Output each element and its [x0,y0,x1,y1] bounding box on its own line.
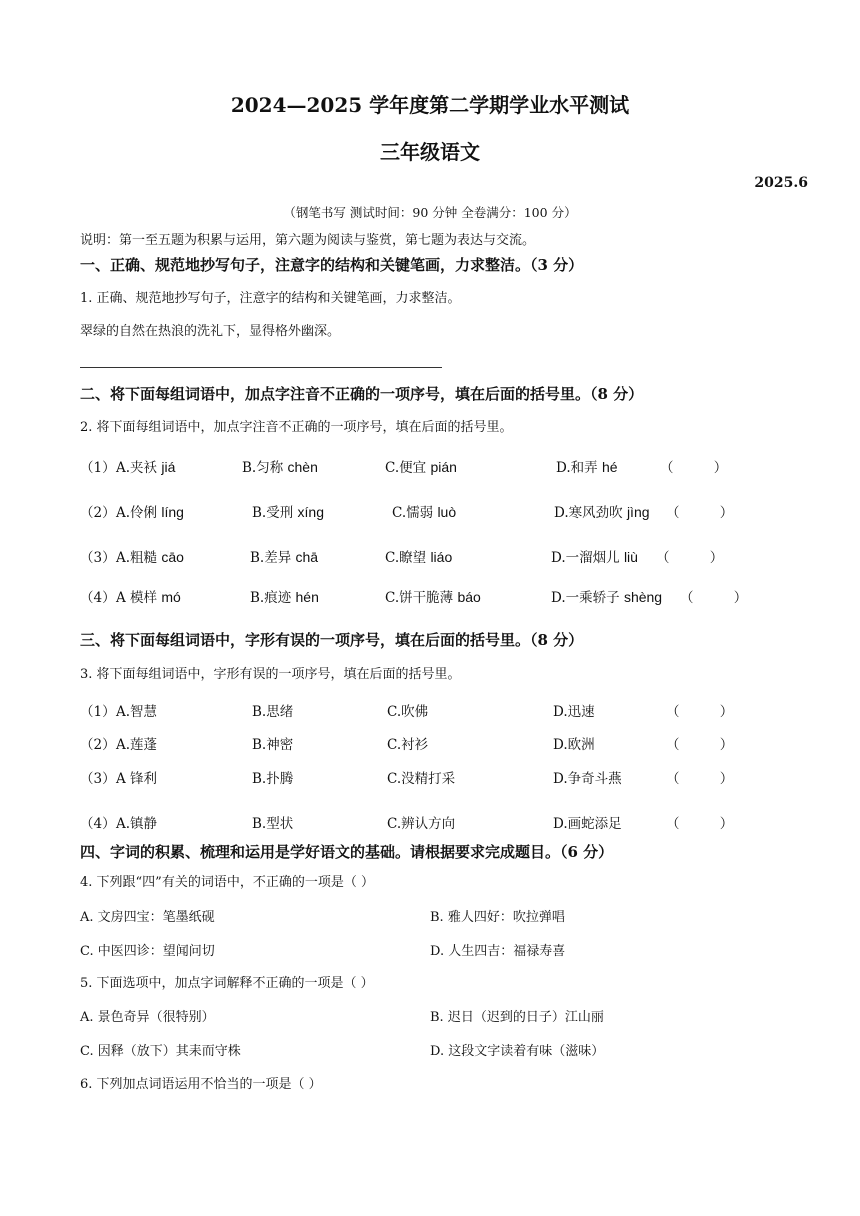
q4-option-c: C. 中医四诊：望闻问切 [80,944,215,959]
option-b: B.差异 chā [250,549,319,566]
option-c: C.衬衫 [387,737,429,753]
option-b: B.匀称 chèn [242,459,318,476]
section-4-heading: 四、字词的积累、梳理和运用是学好语文的基础。请根据要求完成题目。（6 分） [80,843,614,861]
answer-blank[interactable]: （ ） [666,771,734,787]
option-d: D.争奇斗燕 [553,771,622,787]
option-c: C.瞭望 liáo [385,549,453,566]
option-a: A.智慧 [116,704,158,720]
row-number: （4） [80,590,116,606]
answer-blank[interactable]: （ ） [656,550,724,566]
option-d: D.迅速 [553,704,595,720]
row-number: （4） [80,816,116,832]
q5-option-d: D. 这段文字读着有味（滋味） [430,1044,605,1059]
answer-line[interactable] [80,367,442,368]
section-2-heading: 二、将下面每组词语中，加点字注音不正确的一项序号，填在后面的括号里。（8 分） [80,385,644,403]
q5-option-c: C. 因释（放下）其耒而守株 [80,1044,241,1059]
page-title: 2024—2025 学年度第二学期学业水平测试 [230,93,630,117]
question-5: 5. 下面选项中，加点字词解释不正确的一项是（ ） [80,976,374,991]
answer-blank[interactable]: （ ） [666,704,734,720]
option-c: C.没精打采 [387,771,456,787]
question-3: 3. 将下面每组词语中，字形有误的一项序号，填在后面的括号里。 [80,667,461,682]
option-b: B.痕迹 hén [250,589,319,606]
option-b: B.受刑 xíng [252,504,324,521]
question-1: 1. 正确、规范地抄写句子，注意字的结构和关键笔画，力求整洁。 [80,291,461,306]
option-d: D.画蛇添足 [553,816,622,832]
option-c: C.懦弱 luò [392,504,457,521]
option-c: C.辨认方向 [387,816,456,832]
answer-blank[interactable]: （ ） [660,460,728,476]
option-d: D.和弄 hé [556,459,618,476]
option-b: B.扑腾 [252,771,294,787]
option-b: B.思绪 [252,704,294,720]
instructions: 说明：第一至五题为积累与运用，第六题为阅读与鉴赏，第七题为表达与交流。 [80,233,536,248]
option-c: C.饼干脆薄 báo [385,589,481,606]
question-2: 2. 将下面每组词语中，加点字注音不正确的一项序号，填在后面的括号里。 [80,420,513,435]
answer-blank[interactable]: （ ） [666,816,734,832]
q4-option-b: B. 雅人四好：吹拉弹唱 [430,910,565,925]
option-d: D.一溜烟儿 liù [551,549,638,566]
option-a: A 锋利 [116,771,158,787]
row-number: （1） [80,460,116,476]
q4-option-a: A. 文房四宝：笔墨纸砚 [80,910,215,925]
copy-sentence: 翠绿的自然在热浪的洗礼下，显得格外幽深。 [80,324,341,339]
answer-blank[interactable]: （ ） [680,590,748,606]
option-c: C.便宜 pián [385,459,457,476]
question-6: 6. 下列加点词语运用不恰当的一项是（ ） [80,1077,322,1092]
option-c: C.吹佛 [387,704,429,720]
section-1-heading: 一、正确、规范地抄写句子，注意字的结构和关键笔画，力求整洁。（3 分） [80,256,584,274]
row-number: （2） [80,505,116,521]
question-4: 4. 下列跟“四”有关的词语中，不正确的一项是（ ） [80,875,374,890]
q5-option-b: B. 迟日（迟到的日子）江山丽 [430,1010,604,1025]
option-a: A 模样 mó [116,589,181,606]
option-a: A.伶俐 líng [116,504,184,521]
q4-option-d: D. 人生四吉：福禄寿喜 [430,944,566,959]
option-a: A.莲蓬 [116,737,158,753]
option-d: D.寒风劲吹 jìng [554,504,650,521]
answer-blank[interactable]: （ ） [666,505,734,521]
exam-date: 2025.6 [754,175,808,191]
row-number: （2） [80,737,116,753]
option-b: B.型状 [252,816,294,832]
option-d: D.欧洲 [553,737,595,753]
row-number: （3） [80,771,116,787]
option-a: A.夹袄 jiá [116,459,176,476]
option-b: B.神密 [252,737,294,753]
option-a: A.粗糙 cāo [116,549,184,566]
exam-info: （钢笔书写 测试时间：90 分钟 全卷满分：100 分） [283,205,577,220]
row-number: （3） [80,550,116,566]
option-d: D.一乘轿子 shèng [551,589,663,606]
answer-blank[interactable]: （ ） [666,737,734,753]
q5-option-a: A. 景色奇异（很特别） [80,1010,215,1025]
option-a: A.镇静 [116,816,158,832]
section-3-heading: 三、将下面每组词语中，字形有误的一项序号，填在后面的括号里。（8 分） [80,631,584,649]
row-number: （1） [80,704,116,720]
page-subtitle: 三年级语文 [380,140,480,164]
